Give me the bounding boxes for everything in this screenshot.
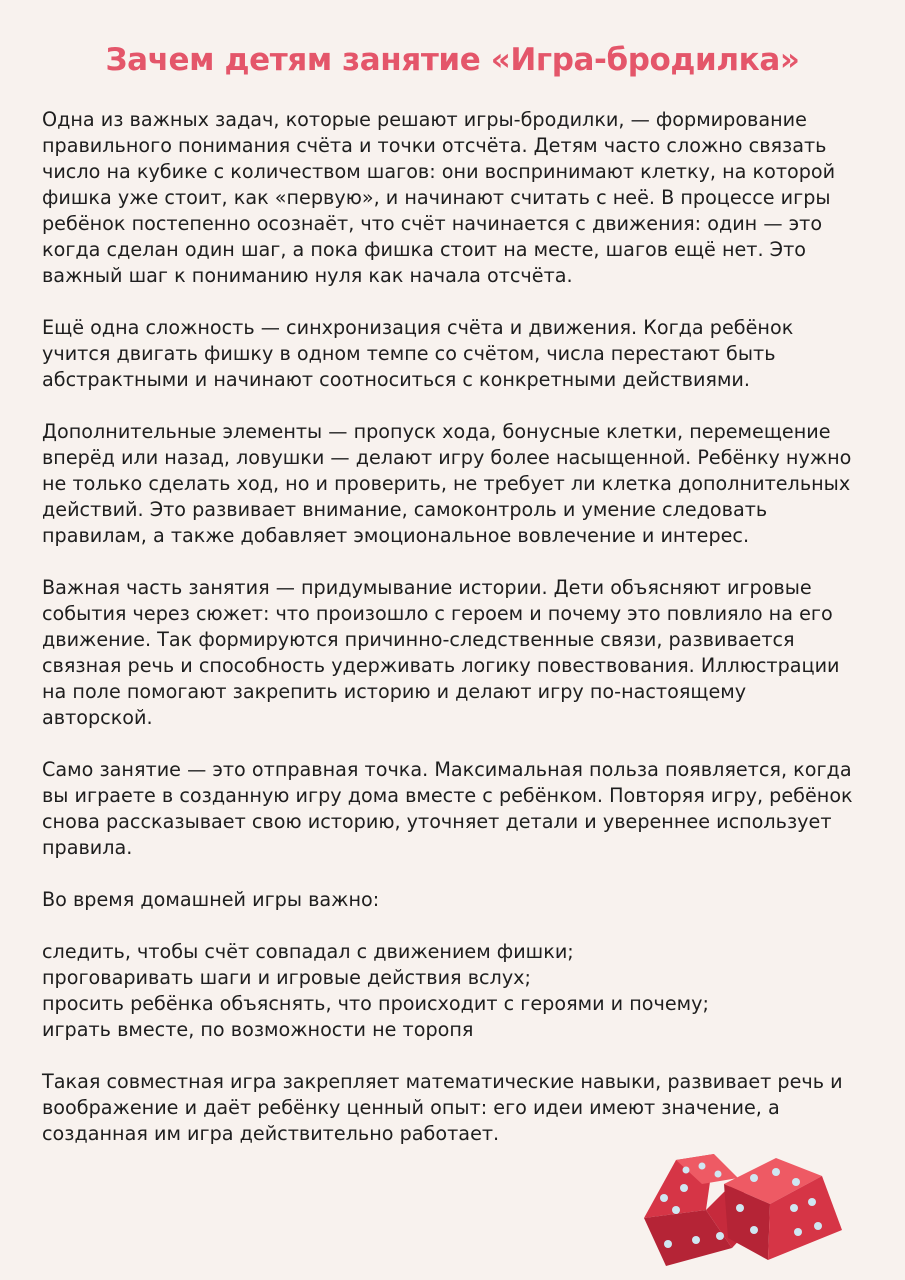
text-line: Дополнительные элементы — пропуск хода, бонусные клетки, перемещение	[42, 420, 831, 443]
paragraph-extra-elements	[42, 419, 872, 549]
red-dice-pair-icon	[636, 1148, 851, 1276]
text-line: воображение и даёт ребёнку ценный опыт: его идеи имеют значение, а	[42, 1096, 780, 1119]
text-line: Важная часть занятия — придумывание истории. Дети объясняют игровые	[42, 576, 812, 599]
paragraph-home-play	[42, 757, 872, 861]
text-line: когда сделан один шаг, а пока фишка стоит на месте, шагов ещё нет. Это	[42, 238, 806, 261]
list-item: проговаривать шаги и игровые действия вслух;	[42, 966, 532, 989]
right-die-icon	[724, 1158, 842, 1260]
text-line: Ещё одна сложность — синхронизация счёта и движения. Когда ребёнок	[42, 316, 794, 339]
paragraph-tips-intro	[42, 887, 872, 913]
article-body	[42, 107, 872, 1173]
text-line: правильного понимания счёта и точки отсчёта. Детям часто сложно связать	[42, 134, 827, 157]
list-item: следить, чтобы счёт совпадал с движением фишки;	[42, 940, 574, 963]
paragraph-counting	[42, 107, 872, 289]
tips-list	[42, 939, 872, 1043]
paragraph-closing	[42, 1069, 872, 1147]
text-line: учится двигать фишку в одном темпе со счётом, числа перестают быть	[42, 342, 776, 365]
text-line: Само занятие — это отправная точка. Максимальная польза появляется, когда	[42, 758, 852, 781]
text-line: число на кубике с количеством шагов: они воспринимают клетку, на которой	[42, 160, 836, 183]
text-line: связная речь и способность удерживать логику повествования. Иллюстрации	[42, 654, 840, 677]
text-line: фишка уже стоит, как «первую», и начинают считать с неё. В процессе игры	[42, 186, 831, 209]
text-line: движение. Так формируются причинно-следственные связи, развивается	[42, 628, 795, 651]
text-line: события через сюжет: что произошло с героем и почему это повлияло на его	[42, 602, 833, 625]
text-line: правилам, а также добавляет эмоциональное вовлечение и интерес.	[42, 524, 750, 547]
text-line: Одна из важных задач, которые решают игры-бродилки, — формирование	[42, 108, 807, 131]
list-item: играть вместе, по возможности не торопя	[42, 1018, 474, 1041]
text-line: вперёд или назад, ловушки — делают игру более насыщенной. Ребёнку нужно	[42, 446, 852, 469]
page-title: Зачем детям занятие «Игра-бродилка»	[105, 42, 800, 78]
text-line: абстрактными и начинают соотноситься с конкретными действиями.	[42, 368, 750, 391]
text-line: снова рассказывает свою историю, уточняет детали и увереннее использует	[42, 810, 832, 833]
text-line: правила.	[42, 836, 133, 859]
paragraph-story	[42, 575, 872, 731]
text-line: ребёнок постепенно осознаёт, что счёт начинается с движения: один — это	[42, 212, 823, 235]
text-line: действий. Это развивает внимание, самоконтроль и умение следовать	[42, 498, 768, 521]
text-line: созданная им игра действительно работает.	[42, 1122, 500, 1145]
text-line: Во время домашней игры важно:	[42, 888, 380, 911]
text-line: важный шаг к пониманию нуля как начала отсчёта.	[42, 264, 573, 287]
text-line: на поле помогают закрепить историю и делают игру по-настоящему	[42, 680, 747, 703]
text-line: авторской.	[42, 706, 153, 729]
paragraph-sync	[42, 315, 872, 393]
list-item: просить ребёнка объяснять, что происходит с героями и почему;	[42, 992, 709, 1015]
text-line: не только сделать ход, но и проверить, не требует ли клетка дополнительных	[42, 472, 851, 495]
text-line: вы играете в созданную игру дома вместе с ребёнком. Повторяя игру, ребёнок	[42, 784, 853, 807]
text-line: Такая совместная игра закрепляет математические навыки, развивает речь и	[42, 1070, 843, 1093]
